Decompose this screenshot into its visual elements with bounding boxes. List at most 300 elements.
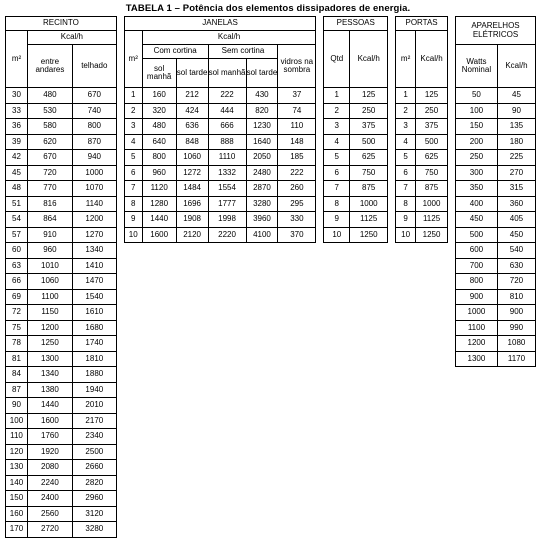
table-row (6, 119, 536, 135)
recinto-cell: 1440 (27, 398, 72, 414)
recinto-cell: 140 (6, 475, 28, 491)
empty-cell (350, 305, 388, 321)
empty-cell (416, 289, 448, 305)
empty-cell (416, 336, 448, 352)
empty-cell (278, 336, 316, 352)
recinto-cell: 160 (6, 506, 28, 522)
watts-nominal-header: Watts Nominal (455, 45, 497, 88)
empty-cell (324, 274, 350, 290)
aparelhos-cell: 600 (455, 243, 497, 259)
spacer (448, 243, 456, 259)
empty-cell (176, 475, 208, 491)
empty-cell (142, 506, 176, 522)
portas-cell: 8 (396, 196, 416, 212)
aparelhos-cell: 300 (455, 165, 497, 181)
empty-cell (350, 506, 388, 522)
table-row (6, 506, 536, 522)
empty-cell (176, 367, 208, 383)
empty-cell (208, 506, 246, 522)
janelas-m2-header: m² (124, 31, 142, 88)
spacer (316, 119, 324, 135)
recinto-cell: 30 (6, 88, 28, 104)
spacer (388, 181, 396, 197)
spacer (388, 336, 396, 352)
table-row (6, 134, 536, 150)
recinto-cell: 2500 (72, 444, 116, 460)
janelas-cell: 888 (208, 134, 246, 150)
empty-cell (396, 289, 416, 305)
empty-cell (246, 475, 278, 491)
empty-cell (455, 398, 497, 414)
empty-cell (324, 444, 350, 460)
spacer (316, 460, 324, 476)
portas-cell: 9 (396, 212, 416, 228)
spacer (316, 212, 324, 228)
spacer (388, 212, 396, 228)
spacer (316, 491, 324, 507)
recinto-cell: 51 (6, 196, 28, 212)
pessoas-cell: 1 (324, 88, 350, 104)
empty-cell (278, 367, 316, 383)
recinto-cell: 530 (27, 103, 72, 119)
janelas-cell: 370 (278, 227, 316, 243)
janelas-cell: 1777 (208, 196, 246, 212)
spacer (116, 196, 124, 212)
table-body (6, 88, 536, 538)
spacer (388, 103, 396, 119)
empty-cell (396, 398, 416, 414)
empty-cell (350, 475, 388, 491)
recinto-cell: 816 (27, 196, 72, 212)
spacer (448, 460, 456, 476)
table-row (6, 475, 536, 491)
janelas-cell: 1230 (246, 119, 278, 135)
spacer (316, 429, 324, 445)
spacer (448, 258, 456, 274)
janelas-kcalh-header: Kcal/h (142, 31, 316, 45)
empty-cell (142, 305, 176, 321)
table-row (6, 289, 536, 305)
empty-cell (176, 243, 208, 259)
empty-cell (350, 351, 388, 367)
janelas-cell: 6 (124, 165, 142, 181)
empty-cell (416, 491, 448, 507)
empty-cell (278, 305, 316, 321)
empty-cell (246, 320, 278, 336)
empty-cell (208, 475, 246, 491)
janelas-cell: 320 (142, 103, 176, 119)
spacer (316, 444, 324, 460)
empty-cell (124, 320, 142, 336)
empty-cell (416, 274, 448, 290)
empty-cell (396, 351, 416, 367)
portas-cell: 2 (396, 103, 416, 119)
spacer (116, 227, 124, 243)
empty-cell (142, 351, 176, 367)
empty-cell (124, 336, 142, 352)
janelas-header: JANELAS (124, 17, 316, 31)
recinto-cell: 69 (6, 289, 28, 305)
empty-cell (324, 460, 350, 476)
empty-cell (497, 460, 535, 476)
portas-cell: 5 (396, 150, 416, 166)
empty-cell (208, 398, 246, 414)
janelas-cell: 74 (278, 103, 316, 119)
aparelhos-cell: 800 (455, 274, 497, 290)
empty-cell (142, 336, 176, 352)
empty-cell (497, 522, 535, 538)
recinto-cell: 78 (6, 336, 28, 352)
portas-cell: 375 (416, 119, 448, 135)
portas-cell: 250 (416, 103, 448, 119)
empty-cell (350, 258, 388, 274)
spacer (116, 305, 124, 321)
aparelhos-cell: 500 (455, 227, 497, 243)
empty-cell (246, 367, 278, 383)
recinto-cell: 940 (72, 150, 116, 166)
recinto-cell: 1880 (72, 367, 116, 383)
portas-cell: 1125 (416, 212, 448, 228)
spacer (388, 320, 396, 336)
empty-cell (124, 351, 142, 367)
empty-cell (350, 382, 388, 398)
portas-kcalh-header: Kcal/h (416, 31, 448, 88)
empty-cell (176, 382, 208, 398)
spacer (448, 413, 456, 429)
aparelhos-cell: 405 (497, 212, 535, 228)
empty-cell (124, 429, 142, 445)
empty-cell (278, 274, 316, 290)
empty-cell (176, 320, 208, 336)
empty-cell (324, 351, 350, 367)
empty-cell (396, 305, 416, 321)
empty-cell (396, 522, 416, 538)
portas-m2-header: m² (396, 31, 416, 88)
spacer (388, 506, 396, 522)
table-row (6, 429, 536, 445)
spacer (388, 243, 396, 259)
spacer (448, 506, 456, 522)
empty-cell (124, 258, 142, 274)
recinto-cell: 2340 (72, 429, 116, 445)
recinto-m2-header: m² (6, 31, 28, 88)
janelas-cell: 424 (176, 103, 208, 119)
pessoas-cell: 6 (324, 165, 350, 181)
empty-cell (278, 289, 316, 305)
spacer (116, 134, 124, 150)
aparelhos-cell: 810 (497, 289, 535, 305)
empty-cell (350, 243, 388, 259)
com-cortina-header: Com cortina (142, 45, 208, 59)
janelas-cell: 110 (278, 119, 316, 135)
empty-cell (142, 320, 176, 336)
empty-cell (497, 398, 535, 414)
spacer (448, 212, 456, 228)
janelas-cell: 3 (124, 119, 142, 135)
recinto-cell: 42 (6, 150, 28, 166)
janelas-cell: 640 (142, 134, 176, 150)
spacer (316, 17, 324, 88)
empty-cell (396, 320, 416, 336)
spacer (448, 351, 456, 367)
empty-cell (497, 413, 535, 429)
empty-cell (324, 429, 350, 445)
spacer (448, 382, 456, 398)
table-row (6, 398, 536, 414)
empty-cell (246, 382, 278, 398)
portas-cell: 1000 (416, 196, 448, 212)
janelas-cell: 820 (246, 103, 278, 119)
empty-cell (324, 243, 350, 259)
empty-cell (497, 444, 535, 460)
empty-cell (124, 382, 142, 398)
pessoas-cell: 875 (350, 181, 388, 197)
recinto-cell: 720 (27, 165, 72, 181)
empty-cell (350, 522, 388, 538)
empty-cell (208, 367, 246, 383)
spacer (116, 212, 124, 228)
spacer (448, 522, 456, 538)
table-row (6, 444, 536, 460)
recinto-cell: 100 (6, 413, 28, 429)
empty-cell (324, 398, 350, 414)
recinto-cell: 54 (6, 212, 28, 228)
table-row (6, 336, 536, 352)
spacer (116, 258, 124, 274)
spacer (316, 320, 324, 336)
recinto-cell: 1060 (27, 274, 72, 290)
janelas-cell: 212 (176, 88, 208, 104)
recinto-cell: 670 (72, 88, 116, 104)
spacer (448, 227, 456, 243)
spacer (448, 320, 456, 336)
recinto-cell: 1200 (72, 212, 116, 228)
janelas-cell: 960 (142, 165, 176, 181)
spacer (388, 522, 396, 538)
janelas-cell: 2220 (208, 227, 246, 243)
pessoas-cell: 375 (350, 119, 388, 135)
janelas-cell: 1120 (142, 181, 176, 197)
recinto-cell: 1540 (72, 289, 116, 305)
spacer (448, 305, 456, 321)
janelas-cell: 2120 (176, 227, 208, 243)
janelas-cell: 260 (278, 181, 316, 197)
empty-cell (208, 444, 246, 460)
aparelhos-cell: 270 (497, 165, 535, 181)
janelas-cell: 1440 (142, 212, 176, 228)
empty-cell (208, 429, 246, 445)
recinto-header: RECINTO (6, 17, 117, 31)
spacer (316, 367, 324, 383)
empty-cell (396, 475, 416, 491)
table-row (6, 243, 536, 259)
recinto-cell: 3120 (72, 506, 116, 522)
empty-cell (455, 522, 497, 538)
empty-cell (324, 336, 350, 352)
recinto-cell: 770 (27, 181, 72, 197)
empty-cell (455, 491, 497, 507)
empty-cell (416, 413, 448, 429)
spacer (448, 367, 456, 383)
empty-cell (416, 382, 448, 398)
empty-cell (455, 367, 497, 383)
table-title: TABELA 1 – Potência dos elementos dissipadores de energia. (125, 3, 411, 14)
empty-cell (416, 398, 448, 414)
empty-cell (324, 320, 350, 336)
empty-cell (416, 475, 448, 491)
recinto-cell: 60 (6, 243, 28, 259)
janelas-cell: 5 (124, 150, 142, 166)
pessoas-cell: 3 (324, 119, 350, 135)
spacer (448, 134, 456, 150)
recinto-cell: 1810 (72, 351, 116, 367)
empty-cell (324, 522, 350, 538)
recinto-cell: 90 (6, 398, 28, 414)
empty-cell (246, 460, 278, 476)
spacer (116, 320, 124, 336)
portas-cell: 10 (396, 227, 416, 243)
recinto-cell: 2560 (27, 506, 72, 522)
empty-cell (176, 413, 208, 429)
empty-cell (396, 336, 416, 352)
spacer (388, 165, 396, 181)
empty-cell (142, 243, 176, 259)
empty-cell (246, 351, 278, 367)
aparelhos-cell: 540 (497, 243, 535, 259)
janelas-cell: 444 (208, 103, 246, 119)
empty-cell (324, 475, 350, 491)
pessoas-cell: 4 (324, 134, 350, 150)
janelas-cell: 330 (278, 212, 316, 228)
empty-cell (124, 398, 142, 414)
empty-cell (176, 274, 208, 290)
aparelhos-cell: 1300 (455, 351, 497, 367)
empty-cell (396, 444, 416, 460)
empty-cell (324, 506, 350, 522)
empty-cell (497, 382, 535, 398)
janelas-cell: 1110 (208, 150, 246, 166)
spacer (316, 243, 324, 259)
spacer (116, 103, 124, 119)
spacer (116, 336, 124, 352)
pessoas-cell: 625 (350, 150, 388, 166)
recinto-cell: 1340 (27, 367, 72, 383)
empty-cell (246, 491, 278, 507)
empty-cell (176, 398, 208, 414)
table-row (6, 274, 536, 290)
janelas-cell: 185 (278, 150, 316, 166)
recinto-cell: 57 (6, 227, 28, 243)
table-row (6, 382, 536, 398)
janelas-cell: 4 (124, 134, 142, 150)
recinto-cell: 580 (27, 119, 72, 135)
empty-cell (396, 243, 416, 259)
empty-cell (142, 522, 176, 538)
recinto-cell: 1100 (27, 289, 72, 305)
empty-cell (455, 475, 497, 491)
janelas-cell: 848 (176, 134, 208, 150)
empty-cell (142, 274, 176, 290)
empty-cell (176, 258, 208, 274)
table-wrapper (5, 16, 536, 538)
recinto-cell: 870 (72, 134, 116, 150)
recinto-cell: 1070 (72, 181, 116, 197)
empty-cell (278, 475, 316, 491)
empty-cell (246, 336, 278, 352)
spacer (316, 181, 324, 197)
spacer (388, 429, 396, 445)
spacer (116, 429, 124, 445)
portas-cell: 500 (416, 134, 448, 150)
aparelhos-cell: 250 (455, 150, 497, 166)
spacer (116, 274, 124, 290)
janelas-cell: 1280 (142, 196, 176, 212)
spacer (316, 227, 324, 243)
aparelhos-cell: 400 (455, 196, 497, 212)
empty-cell (497, 475, 535, 491)
janelas-cell: 1554 (208, 181, 246, 197)
spacer (448, 429, 456, 445)
recinto-cell: 1200 (27, 320, 72, 336)
empty-cell (416, 429, 448, 445)
recinto-cell: 170 (6, 522, 28, 538)
spacer (116, 289, 124, 305)
empty-cell (278, 398, 316, 414)
recinto-cell: 2720 (27, 522, 72, 538)
spacer (116, 17, 124, 88)
aparelhos-cell: 180 (497, 134, 535, 150)
recinto-cell: 670 (27, 150, 72, 166)
spacer (448, 398, 456, 414)
empty-cell (455, 460, 497, 476)
empty-cell (208, 243, 246, 259)
com-cortina-sol-tarde-header: sol tarde (176, 59, 208, 88)
aparelhos-kcalh-header: Kcal/h (497, 45, 535, 88)
janelas-cell: 1272 (176, 165, 208, 181)
empty-cell (278, 351, 316, 367)
table-row (6, 351, 536, 367)
spacer (116, 367, 124, 383)
spacer (316, 289, 324, 305)
empty-cell (350, 413, 388, 429)
spacer (388, 305, 396, 321)
empty-cell (142, 475, 176, 491)
table-row (6, 460, 536, 476)
empty-cell (208, 320, 246, 336)
spacer (448, 181, 456, 197)
empty-cell (176, 506, 208, 522)
empty-cell (208, 351, 246, 367)
portas-cell: 1 (396, 88, 416, 104)
spacer (316, 382, 324, 398)
janelas-cell: 1600 (142, 227, 176, 243)
janelas-cell: 1060 (176, 150, 208, 166)
portas-cell: 4 (396, 134, 416, 150)
table-row (6, 491, 536, 507)
recinto-cell: 1610 (72, 305, 116, 321)
recinto-cell: 120 (6, 444, 28, 460)
recinto-kcalh-header: Kcal/h (27, 31, 116, 45)
empty-cell (416, 243, 448, 259)
portas-cell: 875 (416, 181, 448, 197)
empty-cell (176, 351, 208, 367)
janelas-cell: 430 (246, 88, 278, 104)
spacer (316, 351, 324, 367)
spacer (116, 475, 124, 491)
spacer (448, 165, 456, 181)
empty-cell (455, 429, 497, 445)
empty-cell (396, 382, 416, 398)
